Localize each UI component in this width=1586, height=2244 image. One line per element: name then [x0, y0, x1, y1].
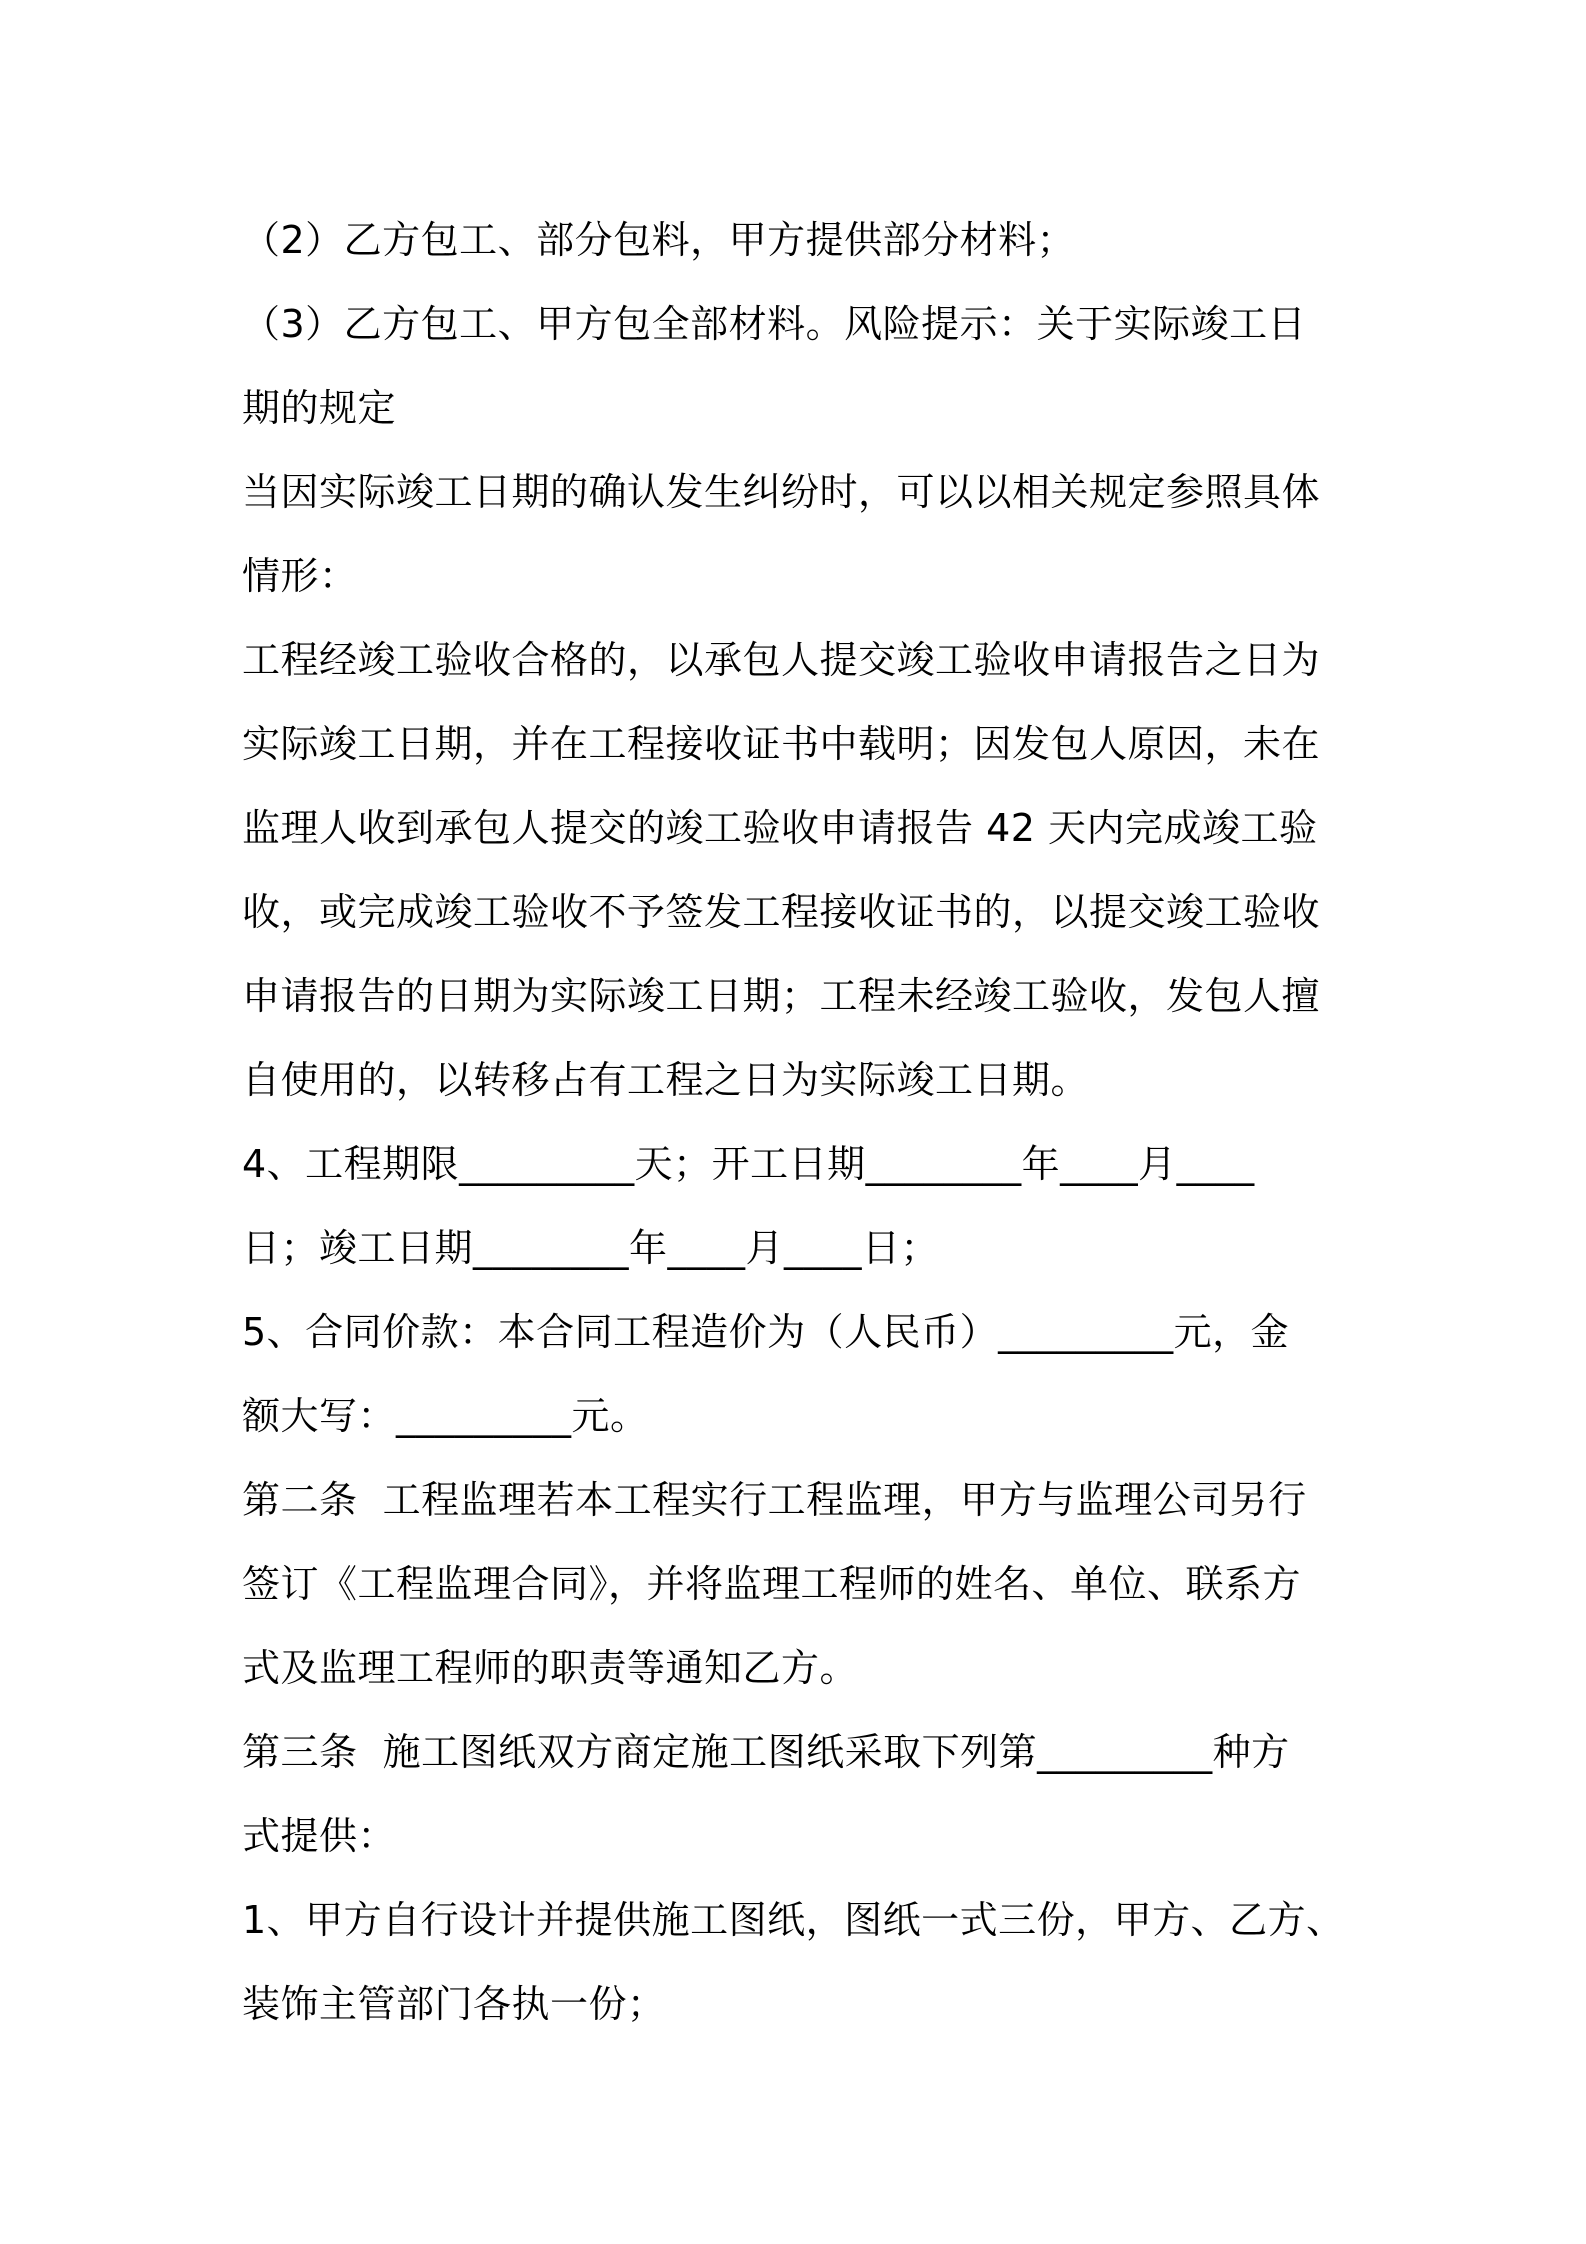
text-line: 5、合同价款：本合同工程造价为（人民币）_________元，金 [242, 1310, 1290, 1354]
text-line: 式及监理工程师的职责等通知乙方。 [242, 1646, 859, 1690]
text-line: 4、工程期限_________天；开工日期________年____月____ [242, 1142, 1255, 1186]
text-line: 实际竣工日期，并在工程接收证书中载明；因发包人原因，未在 [242, 722, 1321, 766]
text-line: 当因实际竣工日期的确认发生纠纷时，可以以相关规定参照具体 [242, 470, 1321, 514]
document-body [242, 198, 1364, 2046]
text-line: 申请报告的日期为实际竣工日期；工程未经竣工验收，发包人擅 [242, 974, 1321, 1018]
text-line: 期的规定 [242, 386, 397, 430]
text-line: 收，或完成竣工验收不予签发工程接收证书的，以提交竣工验收 [242, 890, 1321, 934]
text-line: 签订《工程监理合同》，并将监理工程师的姓名、单位、联系方 [242, 1562, 1302, 1606]
text-line: 第三条 施工图纸双方商定施工图纸采取下列第_________种方 [242, 1730, 1290, 1774]
text-line: （3）乙方包工、甲方包全部材料。风险提示：关于实际竣工日 [242, 302, 1307, 346]
text-line: 监理人收到承包人提交的竣工验收申请报告 42 天内完成竣工验 [242, 806, 1318, 850]
text-line: 工程经竣工验收合格的，以承包人提交竣工验收申请报告之日为 [242, 638, 1321, 682]
text-line: （2）乙方包工、部分包料，甲方提供部分材料； [242, 218, 1076, 262]
text-line: 日；竣工日期________年____月____日； [242, 1226, 940, 1270]
text-line: 情形： [242, 554, 358, 598]
text-line: 自使用的，以转移占有工程之日为实际竣工日期。 [242, 1058, 1090, 1102]
text-line: 装饰主管部门各执一份； [242, 1982, 666, 2026]
text-line: 1、甲方自行设计并提供施工图纸，图纸一式三份，甲方、乙方、 [242, 1898, 1345, 1942]
text-line: 额大写：_________元。 [242, 1394, 649, 1438]
text-line: 式提供： [242, 1814, 397, 1858]
text-line: 第二条 工程监理若本工程实行工程监理，甲方与监理公司另行 [242, 1478, 1307, 1522]
